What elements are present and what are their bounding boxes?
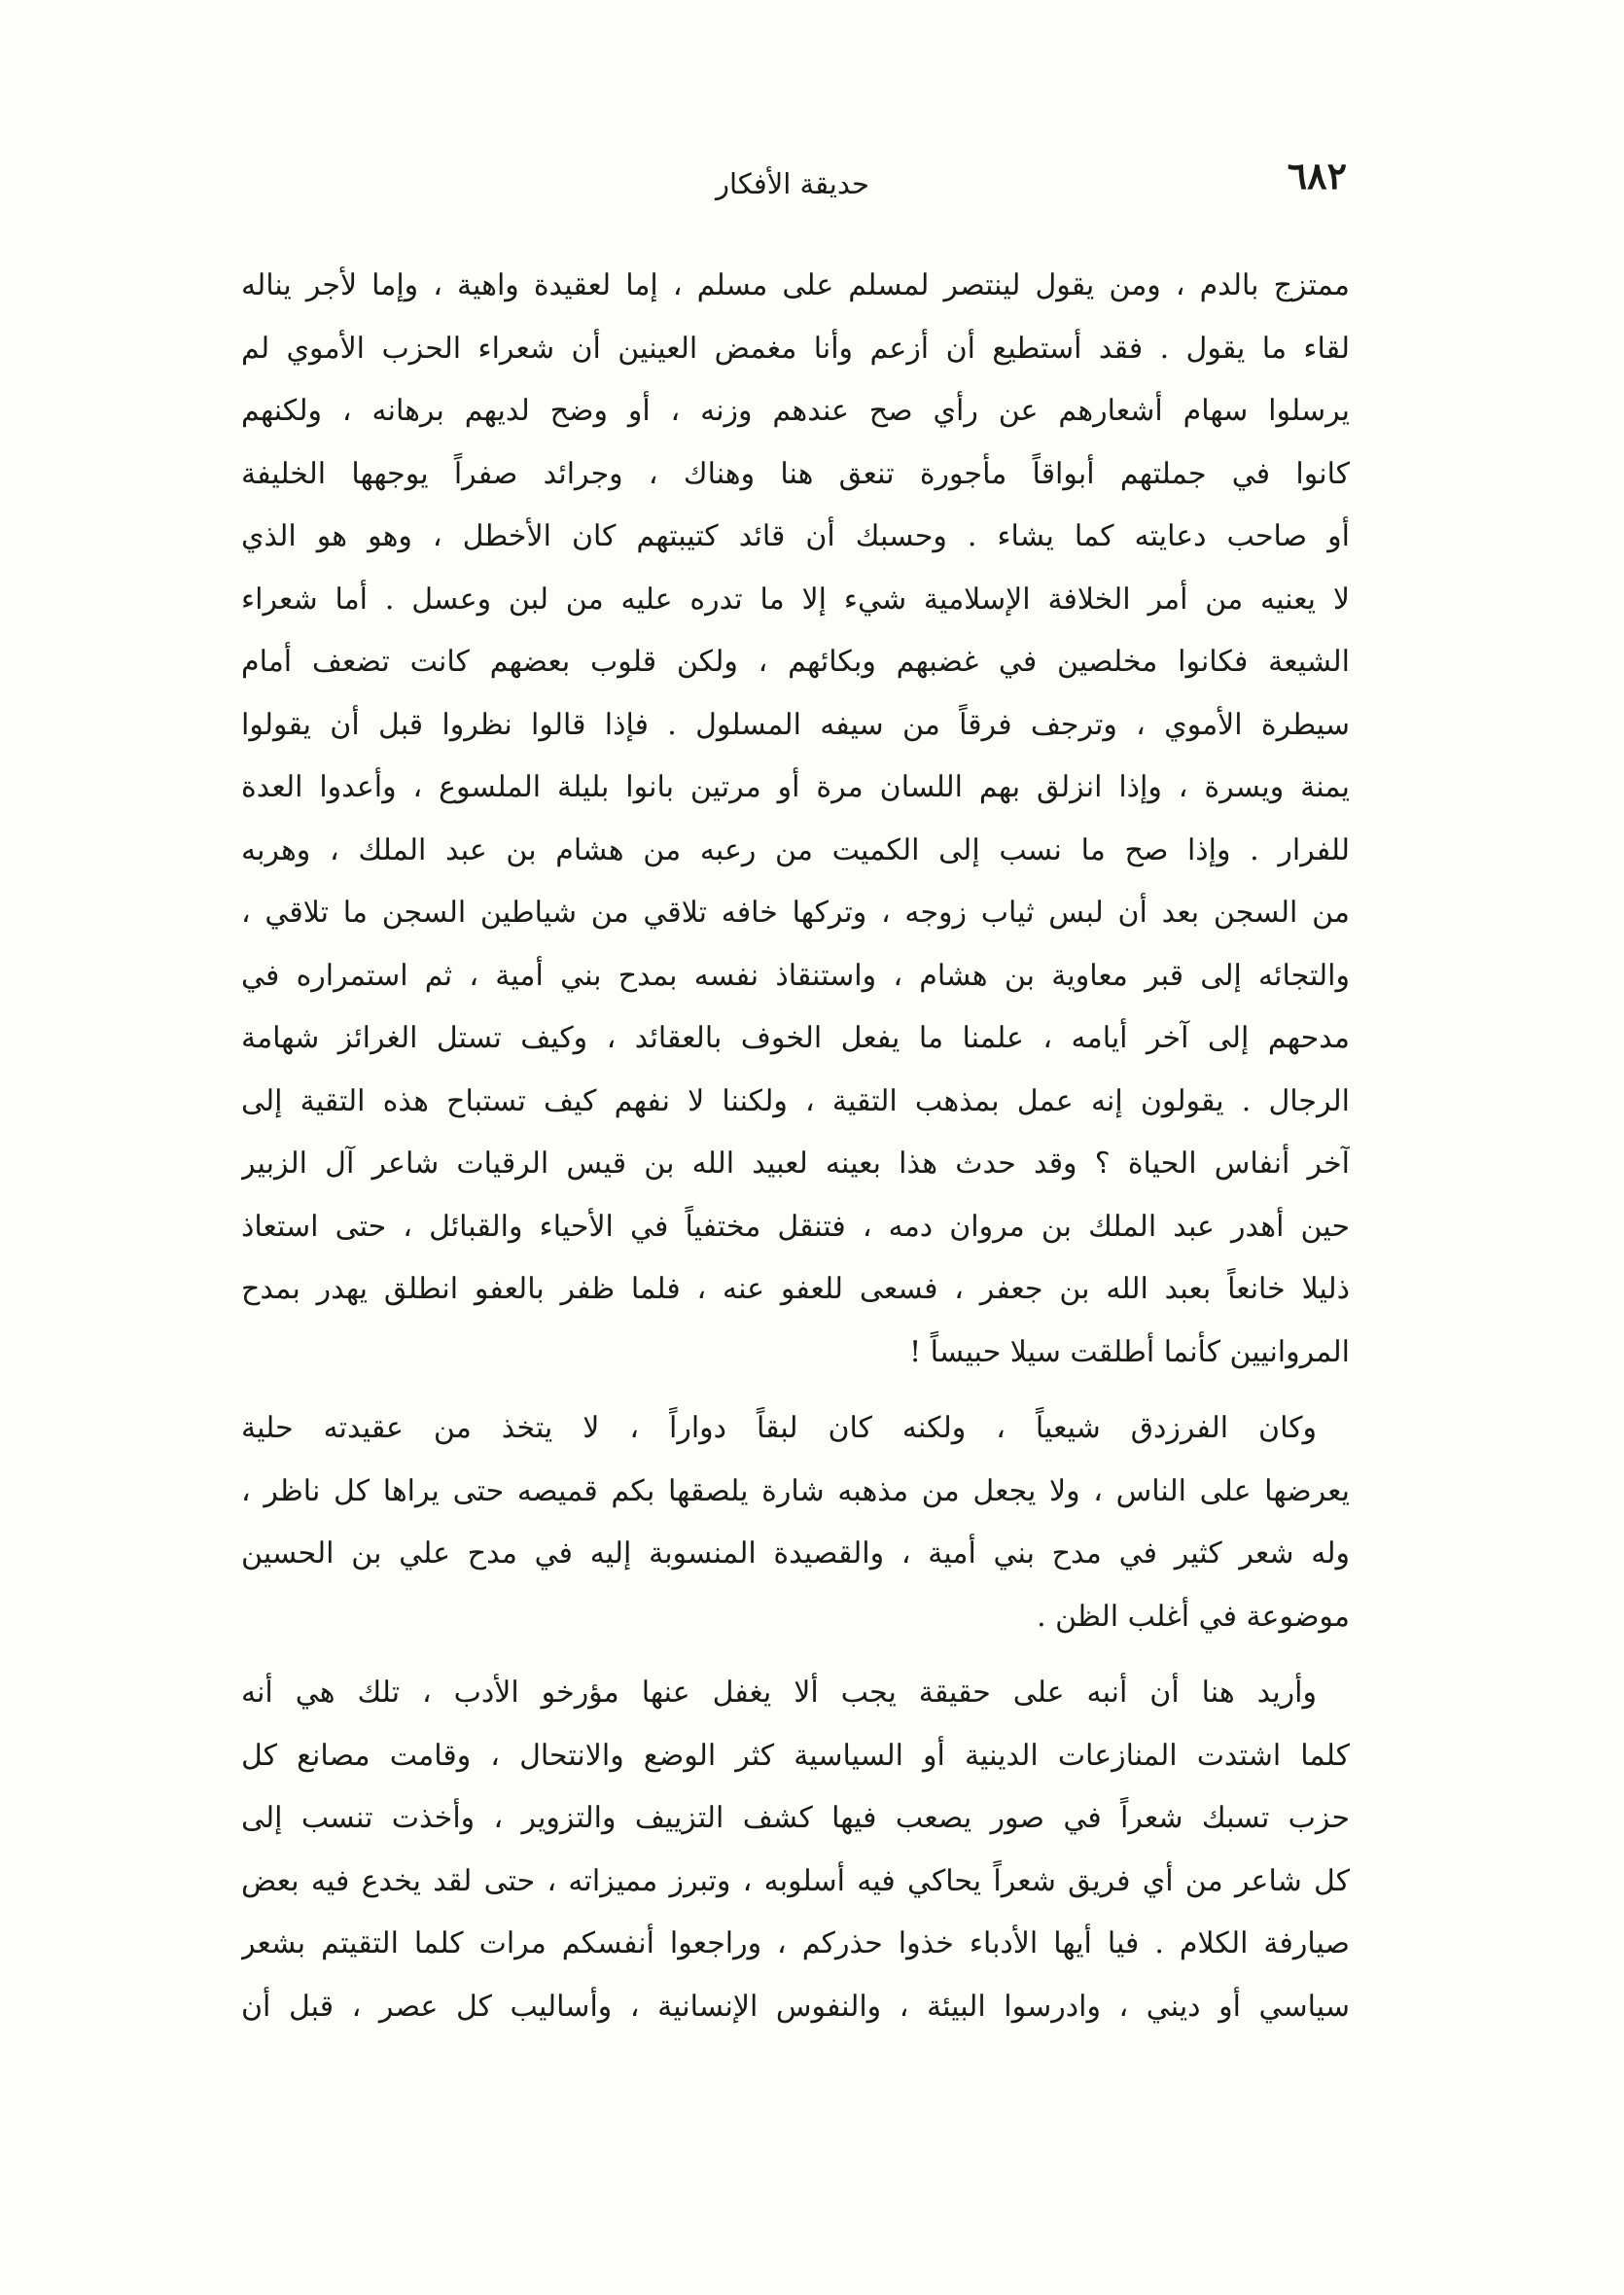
paragraph-gap	[241, 1648, 1350, 1662]
text-line: الرجال . يقولون إنه عمل بمذهب التقية ، ولكننا لا نفهم كيف تستباح هذه التقية إلى	[241, 1083, 1350, 1118]
text-line: ممتزج بالدم ، ومن يقول لينتصر لمسلم على مسلم ، إما لعقيدة واهية ، وإما لأجر يناله	[241, 268, 1350, 302]
text-line: موضوعة في أغلب الظن .	[1037, 1599, 1350, 1634]
paragraph-1	[241, 255, 1350, 1384]
text-line: وكان الفرزدق شيعياً ، ولكنه كان لبقاً دواراً ، لا يتخذ من عقيدته حلية	[241, 1411, 1317, 1445]
page-header	[238, 154, 1347, 212]
text-line: حين أهدر عبد الملك بن مروان دمه ، فتنقل مختفياً في الأحياء والقبائل ، حتى استعاذ	[241, 1209, 1350, 1244]
text-line: كانوا في جملتهم أبواقاً مأجورة تنعق هنا وهناك ، وجرائد صفراً يوجهها الخليفة	[241, 456, 1350, 491]
paragraph-3	[241, 1662, 1350, 2038]
text-line: آخر أنفاس الحياة ؟ وقد حدث هذا بعينه لعبيد الله بن قيس الرقيات شاعر آل الزبير	[241, 1147, 1350, 1181]
text-line: والتجائه إلى قبر معاوية بن هشام ، واستنقاذ نفسه بمدح بني أمية ، ثم استمراره في	[241, 958, 1350, 993]
text-line: صيارفة الكلام . فيا أيها الأدباء خذوا حذركم ، وراجعوا أنفسكم مرات كلما التقيتم بشعر	[241, 1926, 1350, 1960]
text-line: وأريد هنا أن أنبه على حقيقة يجب ألا يغفل عنها مؤرخو الأدب ، تلك هي أنه	[241, 1676, 1317, 1710]
text-line: مدحهم إلى آخر أيامه ، علمنا ما يفعل الخوف بالعقائد ، وكيف تستل الغرائز شهامة	[241, 1021, 1350, 1055]
paragraph-gap	[241, 1384, 1350, 1397]
text-line: يرسلوا سهام أشعارهم عن رأي صح عندهم وزنه ، أو وضح لديهم برهانه ، ولكنهم	[241, 394, 1350, 428]
text-line: للفرار . وإذا صح ما نسب إلى الكميت من رعبه من هشام بن عبد الملك ، وهربه	[241, 832, 1350, 867]
paragraph-2	[241, 1397, 1350, 1648]
text-line: وله شعر كثير في مدح بني أمية ، والقصيدة المنسوبة إليه في مدح علي بن الحسين	[241, 1536, 1350, 1571]
text-line: لقاء ما يقول . فقد أستطيع أن أزعم وأنا مغمض العينين أن شعراء الحزب الأموي لم	[241, 331, 1350, 366]
text-line: من السجن بعد أن لبس ثياب زوجه ، وتركها خافه تلاقي من شياطين السجن ما تلاقي ،	[241, 896, 1350, 930]
page-number: ٦٨٢	[1287, 154, 1347, 197]
text-line: لا يعنيه من أمر الخلافة الإسلامية شيء إلا ما تدره عليه من لبن وعسل . أما شعراء	[241, 582, 1350, 617]
text-line: حزب تسبك شعراً في صور يصعب فيها كشف التزييف والتزوير ، وأخذت تنسب إلى	[241, 1801, 1350, 1835]
text-line: سيطرة الأموي ، وترجف فرقاً من سيفه المسلول . فإذا قالوا نظروا قبل أن يقولوا	[241, 707, 1350, 742]
text-line: أو صاحب دعايته كما يشاء . وحسبك أن قائد كتيبتهم كان الأخطل ، وهو هو الذي	[241, 519, 1350, 553]
text-line: سياسي أو ديني ، وادرسوا البيئة ، والنفوس الإنسانية ، وأساليب كل عصر ، قبل أن	[241, 1989, 1350, 2024]
text-line: ذليلا خانعاً بعبد الله بن جعفر ، فسعى للعفو عنه ، فلما ظفر بالعفو انطلق يهدر بمدح	[241, 1272, 1350, 1306]
body-text	[241, 255, 1350, 2038]
text-line: الشيعة فكانوا مخلصين في غضبهم وبكائهم ، ولكن قلوب بعضهم كانت تضعف أمام	[241, 645, 1350, 679]
text-line: كلما اشتدت المنازعات الدينية أو السياسية كثر الوضع والانتحال ، وقامت مصانع كل	[241, 1738, 1350, 1773]
text-line: يمنة ويسرة ، وإذا انزلق بهم اللسان مرة أو مرتين بانوا بليلة الملسوع ، وأعدوا العدة	[241, 770, 1350, 804]
text-line: كل شاعر من أي فريق شعراً يحاكي فيه أسلوبه ، وتبرز مميزاته ، حتى لقد يخدع فيه بعض	[241, 1863, 1350, 1898]
text-line: المروانيين كأنما أطلقت سيلا حبيساً !	[909, 1334, 1350, 1369]
text-line: يعرضها على الناس ، ولا يجعل من مذهبه شارة يلصقها بكم قميصه حتى يراها كل ناظر ،	[241, 1473, 1350, 1508]
running-title: حديقة الأفكار	[716, 167, 869, 200]
